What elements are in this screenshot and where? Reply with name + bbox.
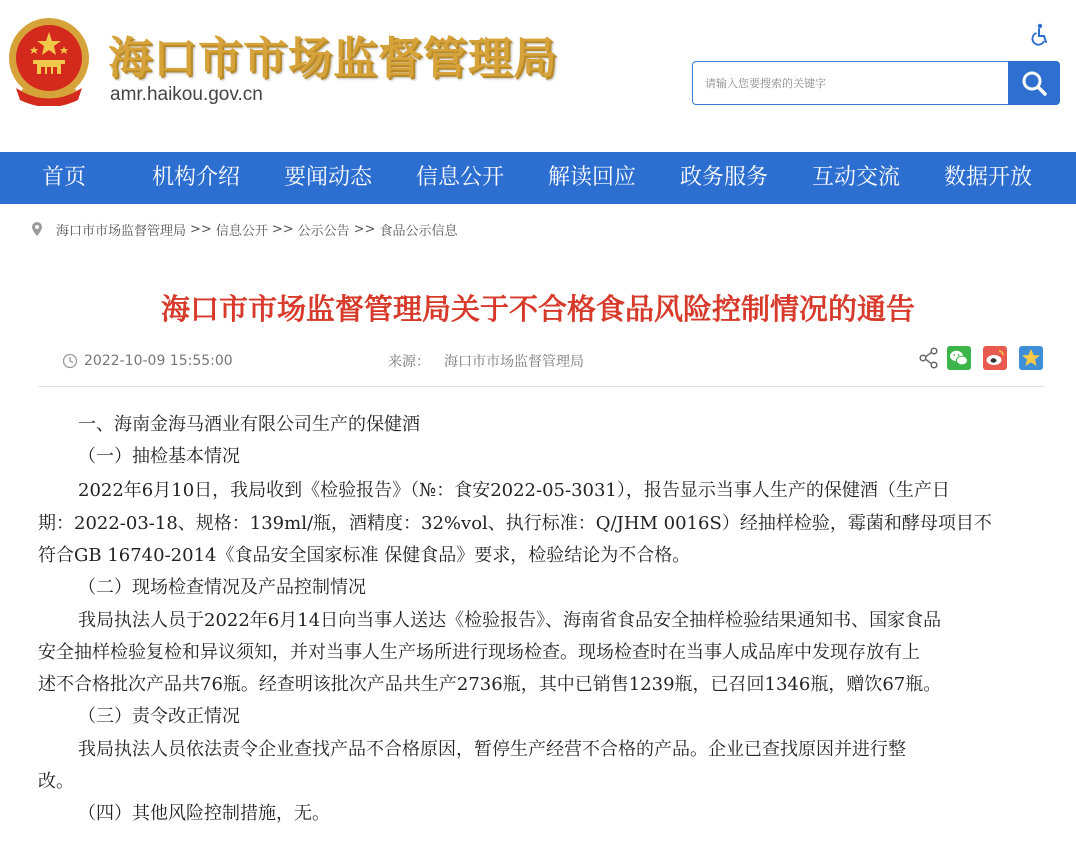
- article-divider: [38, 386, 1044, 387]
- nav-item-home[interactable]: 首页: [42, 165, 87, 190]
- accessibility-icon[interactable]: [1028, 22, 1052, 46]
- subsection-heading: （三）责令改正情况: [78, 706, 240, 727]
- article-title: 海口市市场监督管理局关于不合格食品风险控制情况的通告: [160, 292, 915, 326]
- article-date: [62, 350, 233, 372]
- breadcrumb-separator: >>: [190, 221, 212, 237]
- nav-item-services[interactable]: 政务服务: [680, 165, 769, 190]
- nav-item-open-data[interactable]: 数据开放: [944, 165, 1033, 190]
- paragraph-line: 我局执法人员于2022年6月14日向当事人送达《检验报告》、海南省食品安全抽样检验结果通知书、国家食品: [78, 610, 942, 631]
- qzone-icon[interactable]: [1018, 345, 1044, 371]
- section-heading: 一、海南金海马酒业有限公司生产的保健酒: [78, 414, 420, 435]
- paragraph-line: 期：2022-03-18、规格：139ml/瓶，酒精度：32%vol、执行标准：Q/JHM 0016S）经抽样检验，霉菌和酵母项目不: [38, 513, 992, 534]
- source-value: 海口市市场监督管理局: [444, 354, 584, 370]
- paragraph-line: 安全抽样检验复检和异议须知，并对当事人生产场所进行现场检查。现场检查时在当事人成品库中发现存放有上: [38, 642, 920, 663]
- breadcrumb: [30, 218, 461, 240]
- nav-item-interpretation[interactable]: 解读回应: [548, 165, 637, 190]
- national-emblem-icon[interactable]: [6, 16, 92, 106]
- share-icon[interactable]: [916, 345, 942, 371]
- breadcrumb-separator: >>: [271, 221, 294, 237]
- paragraph-line: 改。: [38, 771, 74, 792]
- search-button[interactable]: [1008, 61, 1060, 105]
- site-header: [0, 0, 1076, 152]
- site-domain: amr.haikou.gov.cn: [110, 84, 263, 105]
- nav-item-news[interactable]: 要闻动态: [284, 165, 373, 190]
- location-pin-icon: [30, 221, 44, 237]
- site-title[interactable]: 海口市市场监督管理局: [108, 33, 558, 84]
- nav-item-interaction[interactable]: 互动交流: [812, 165, 901, 190]
- paragraph-line: 符合GB 16740-2014《食品安全国家标准 保健食品》要求，检验结论为不合格。: [38, 545, 691, 566]
- breadcrumb-announcements[interactable]: 公示公告: [297, 223, 350, 239]
- breadcrumb-separator: >>: [353, 221, 376, 237]
- search-input[interactable]: [692, 61, 1010, 105]
- subsection-heading: （四）其他风险控制措施，无。: [78, 803, 330, 824]
- breadcrumb-home[interactable]: 海口市市场监督管理局: [56, 223, 187, 239]
- subsection-heading: （一）抽检基本情况: [78, 446, 240, 467]
- main-nav: [0, 152, 1076, 204]
- nav-item-disclosure[interactable]: 信息公开: [416, 165, 505, 190]
- wechat-icon[interactable]: [946, 345, 972, 371]
- clock-icon: [62, 353, 78, 369]
- paragraph-line: 2022年6月10日，我局收到《检验报告》（№：食安2022-05-3031），报告显示当事人生产的保健酒（生产日: [78, 480, 950, 501]
- weibo-icon[interactable]: [982, 345, 1008, 371]
- article-source: [388, 350, 584, 372]
- article-date-text: 2022-10-09 15:55:00: [84, 353, 233, 369]
- subsection-heading: （二）现场检查情况及产品控制情况: [78, 577, 366, 598]
- magnifier-icon: [1020, 69, 1048, 97]
- paragraph-line: 述不合格批次产品共76瓶。经查明该批次产品共生产2736瓶，其中已销售1239瓶，已召回1346瓶，赠饮67瓶。: [38, 674, 942, 695]
- paragraph-line: 我局执法人员依法责令企业查找产品不合格原因，暂停生产经营不合格的产品。企业已查找原因并进行整: [78, 739, 906, 760]
- source-label: 来源：: [388, 354, 430, 370]
- breadcrumb-food-info[interactable]: 食品公示信息: [379, 223, 458, 239]
- breadcrumb-disclosure[interactable]: 信息公开: [215, 223, 268, 239]
- nav-item-about[interactable]: 机构介绍: [152, 165, 241, 190]
